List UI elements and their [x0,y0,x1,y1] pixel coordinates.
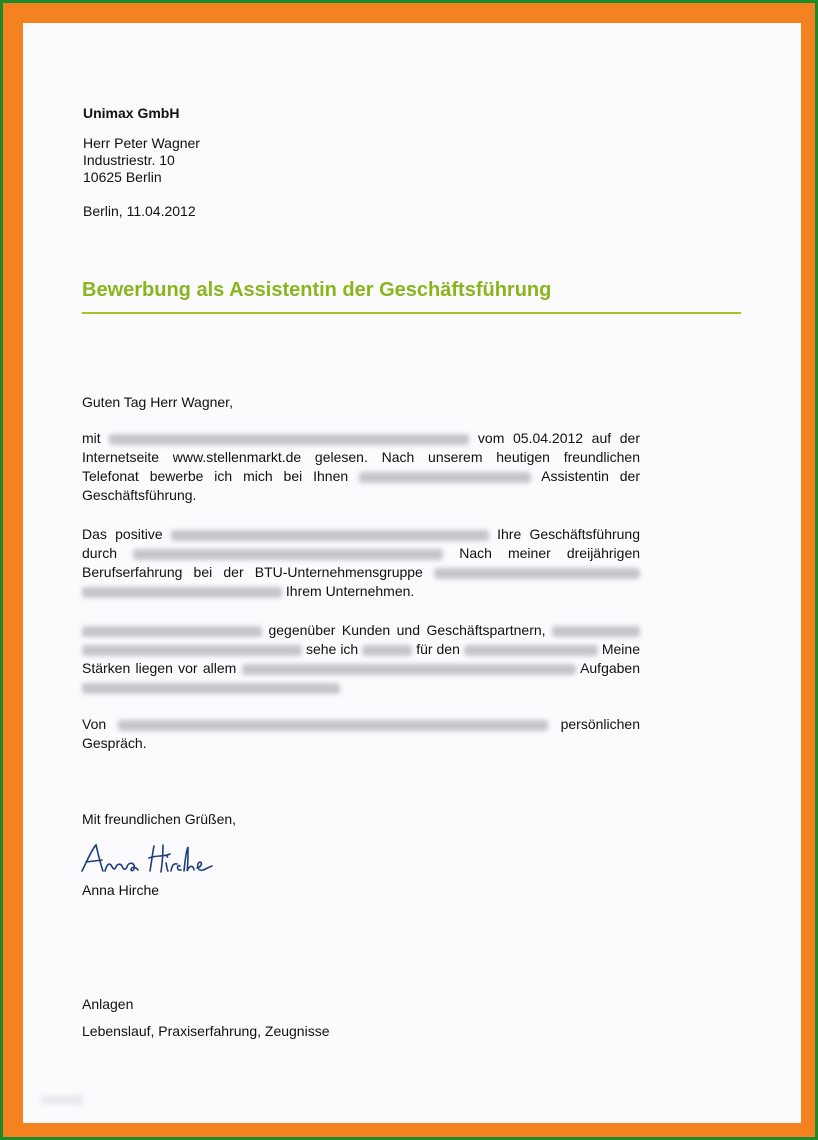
text-fragment: vom 05.04.2012 auf der Internetseite www.stellenmarkt.de gelesen. Nach unserem heutigen freundlichen Telefonat bewerbe ich mich bei Ihnen [82,430,640,484]
recipient-address [83,135,200,186]
text-fragment: mit [82,430,101,446]
text-fragment: Von [82,716,107,732]
page-frame [3,3,815,1137]
blurred-text [109,434,469,445]
text-fragment: Assistentin der Geschäftsführung. [82,468,640,503]
letter-sheet [23,23,801,1123]
text-fragment: sehe ich [305,641,359,657]
paragraph-3 [82,621,640,697]
sender-company: Unimax GmbH [83,105,180,121]
subject-underline [82,312,741,314]
text-fragment: Das positive [82,526,163,542]
paragraph-1 [82,429,640,505]
blurred-text [82,645,302,656]
blurred-text [242,664,576,675]
letter-date: Berlin, 11.04.2012 [83,203,196,219]
text-fragment: Aufgaben [580,660,641,676]
paragraph-4 [82,715,640,753]
blurred-text [82,587,282,598]
recipient-street: Industriestr. 10 [83,152,175,168]
blurred-text [82,626,262,637]
text-fragment: gegenüber Kunden und Geschäftspartnern, [268,622,546,638]
recipient-name: Herr Peter Wagner [83,135,200,151]
text-fragment: Meine Stärken liegen vor allem [82,641,640,676]
letter-subject: Bewerbung als Assistentin der Geschäftsführung [82,279,552,301]
blurred-text [434,568,640,579]
blurred-text [359,472,531,483]
text-fragment: Ihrem Unternehmen. [285,583,415,599]
faint-watermark [41,1095,83,1105]
text-fragment: Nach meiner dreijährigen Berufserfahrung bei der BTU-Unternehmensgruppe [82,545,641,580]
blurred-text [171,530,489,541]
attachments-label: Anlagen [82,996,134,1012]
signer-name: Anna Hirche [82,882,160,898]
recipient-city: 10625 Berlin [83,169,162,185]
blurred-text [552,626,640,637]
text-fragment: persönlichen Gespräch. [82,716,640,751]
blurred-text [82,683,340,694]
attachments-list: Lebenslauf, Praxiserfahrung, Zeugnisse [82,1023,330,1039]
text-fragment: für den [416,641,460,657]
blurred-text [133,549,443,560]
paragraph-2 [82,525,640,601]
closing-phrase: Mit freundlichen Grüßen, [82,811,237,827]
handwritten-signature [80,841,216,877]
salutation: Guten Tag Herr Wagner, [82,394,233,410]
blurred-text [464,645,598,656]
blurred-text [362,645,412,656]
blurred-text [118,720,548,731]
text-fragment: Ihre Geschäftsführung durch [82,526,641,561]
